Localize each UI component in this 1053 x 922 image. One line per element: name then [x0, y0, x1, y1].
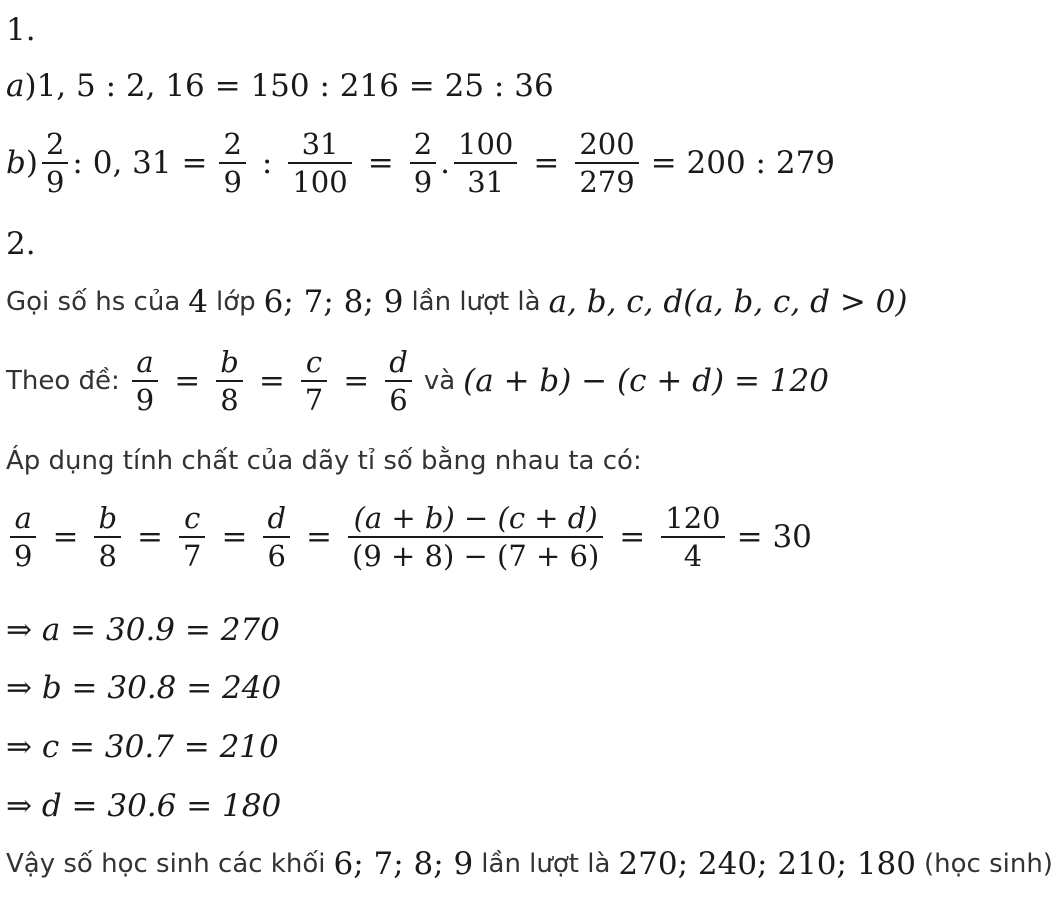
operator: = — [619, 519, 646, 555]
math-segment: ⇒ c = 30.7 = 210 — [6, 729, 279, 765]
numerator: c — [184, 501, 201, 535]
fraction — [179, 500, 205, 574]
part-b-paren: ) — [25, 145, 38, 181]
fraction — [301, 344, 327, 418]
fraction — [10, 500, 36, 574]
operator: : — [261, 145, 273, 181]
result-c-line — [6, 729, 279, 765]
denominator: 6 — [267, 539, 286, 573]
denominator: 8 — [98, 539, 117, 573]
result-d-line — [6, 788, 281, 824]
math-segment: 4 — [188, 284, 208, 320]
numerator: (a + b) − (c + d) — [353, 501, 598, 535]
fraction — [94, 500, 121, 574]
numerator: a — [14, 501, 32, 535]
fraction — [216, 344, 243, 418]
denominator: 7 — [304, 383, 324, 417]
conclusion-line — [6, 846, 1053, 882]
denominator: 6 — [389, 383, 408, 417]
fraction — [288, 126, 351, 200]
denominator: 8 — [220, 383, 239, 417]
operator: = — [258, 363, 285, 399]
text-segment: và — [423, 366, 456, 396]
section-2-label — [6, 226, 36, 262]
numerator: 31 — [301, 127, 339, 161]
part-b-prefix: b — [6, 145, 26, 181]
denominator: 279 — [579, 165, 635, 199]
numerator: 2 — [45, 127, 65, 161]
denominator: (9 + 8) − (7 + 6) — [352, 539, 600, 573]
denominator: 7 — [183, 539, 202, 573]
fraction — [385, 344, 412, 418]
operator: = — [533, 145, 560, 181]
numerator: 100 — [458, 127, 514, 161]
text-segment: lần lượt là — [481, 849, 611, 879]
fraction — [219, 126, 245, 200]
fraction — [575, 126, 638, 200]
expression-segment: : 0, 31 = — [72, 145, 208, 181]
apply-line — [6, 446, 642, 476]
math-segment: ⇒ d = 30.6 = 180 — [6, 788, 282, 824]
math-segment: ⇒ b = 30.8 = 240 — [6, 670, 282, 706]
fraction — [263, 500, 290, 574]
numerator: d — [389, 345, 408, 379]
part-a-line — [6, 68, 554, 104]
operator: = — [52, 519, 79, 555]
operator: . — [440, 145, 450, 181]
intro-line — [6, 284, 907, 320]
numerator: b — [220, 345, 239, 379]
theo-de-line — [6, 344, 829, 418]
numerator: b — [98, 501, 118, 535]
denominator: 31 — [467, 165, 505, 199]
text-segment: lớp — [216, 287, 256, 317]
fraction — [410, 126, 436, 200]
fraction — [132, 344, 158, 418]
result-b-line — [6, 670, 281, 706]
text-segment: Theo đề: — [6, 366, 120, 396]
chain-line — [6, 500, 812, 574]
fraction — [454, 126, 517, 200]
text-segment: Vậy số học sinh các khối — [6, 849, 326, 879]
fraction — [661, 500, 724, 574]
denominator: 4 — [683, 539, 703, 573]
operator: = — [137, 519, 163, 555]
section-number: 1. — [6, 12, 36, 48]
text-segment: Áp dụng tính chất của dãy tỉ số bằng nhau ta có: — [6, 446, 642, 476]
denominator: 9 — [14, 539, 33, 573]
text-segment: (học sinh) — [923, 849, 1053, 879]
numerator: 120 — [665, 501, 721, 535]
numerator: 2 — [223, 127, 242, 161]
fraction — [42, 126, 68, 200]
denominator: 9 — [135, 383, 155, 417]
math-segment: a, b, c, d(a, b, c, d > 0) — [548, 284, 908, 320]
section-1-label — [6, 12, 36, 48]
operator: = — [343, 363, 370, 399]
operator: = — [306, 519, 332, 555]
operator: = — [174, 363, 201, 399]
denominator: 100 — [292, 165, 348, 199]
math-segment: = 30 — [736, 519, 812, 555]
fraction — [348, 500, 603, 574]
text-segment: Gọi số hs của — [6, 287, 181, 317]
part-a-prefix: a — [6, 68, 25, 104]
expression-segment: = 200 : 279 — [650, 145, 836, 181]
denominator: 9 — [223, 165, 242, 199]
text-segment: lần lượt là — [411, 287, 541, 317]
math-segment: ⇒ a = 30.9 = 270 — [6, 612, 280, 648]
math-segment: 6; 7; 8; 9 — [333, 846, 474, 882]
numerator: 200 — [579, 127, 635, 161]
part-a-expression: )1, 5 : 2, 16 = 150 : 216 = 25 : 36 — [24, 68, 554, 104]
denominator: 9 — [45, 165, 65, 199]
math-segment: 270; 240; 210; 180 — [618, 846, 916, 882]
numerator: d — [267, 501, 287, 535]
section-number: 2. — [6, 226, 36, 262]
numerator: a — [136, 345, 154, 379]
numerator: c — [305, 345, 323, 379]
denominator: 9 — [413, 165, 433, 199]
result-a-line — [6, 612, 280, 648]
operator: = — [367, 145, 394, 181]
operator: = — [221, 519, 248, 555]
numerator: 2 — [413, 127, 433, 161]
part-b-line — [6, 126, 835, 200]
math-segment: (a + b) − (c + d) = 120 — [463, 363, 829, 399]
math-segment: 6; 7; 8; 9 — [263, 284, 404, 320]
